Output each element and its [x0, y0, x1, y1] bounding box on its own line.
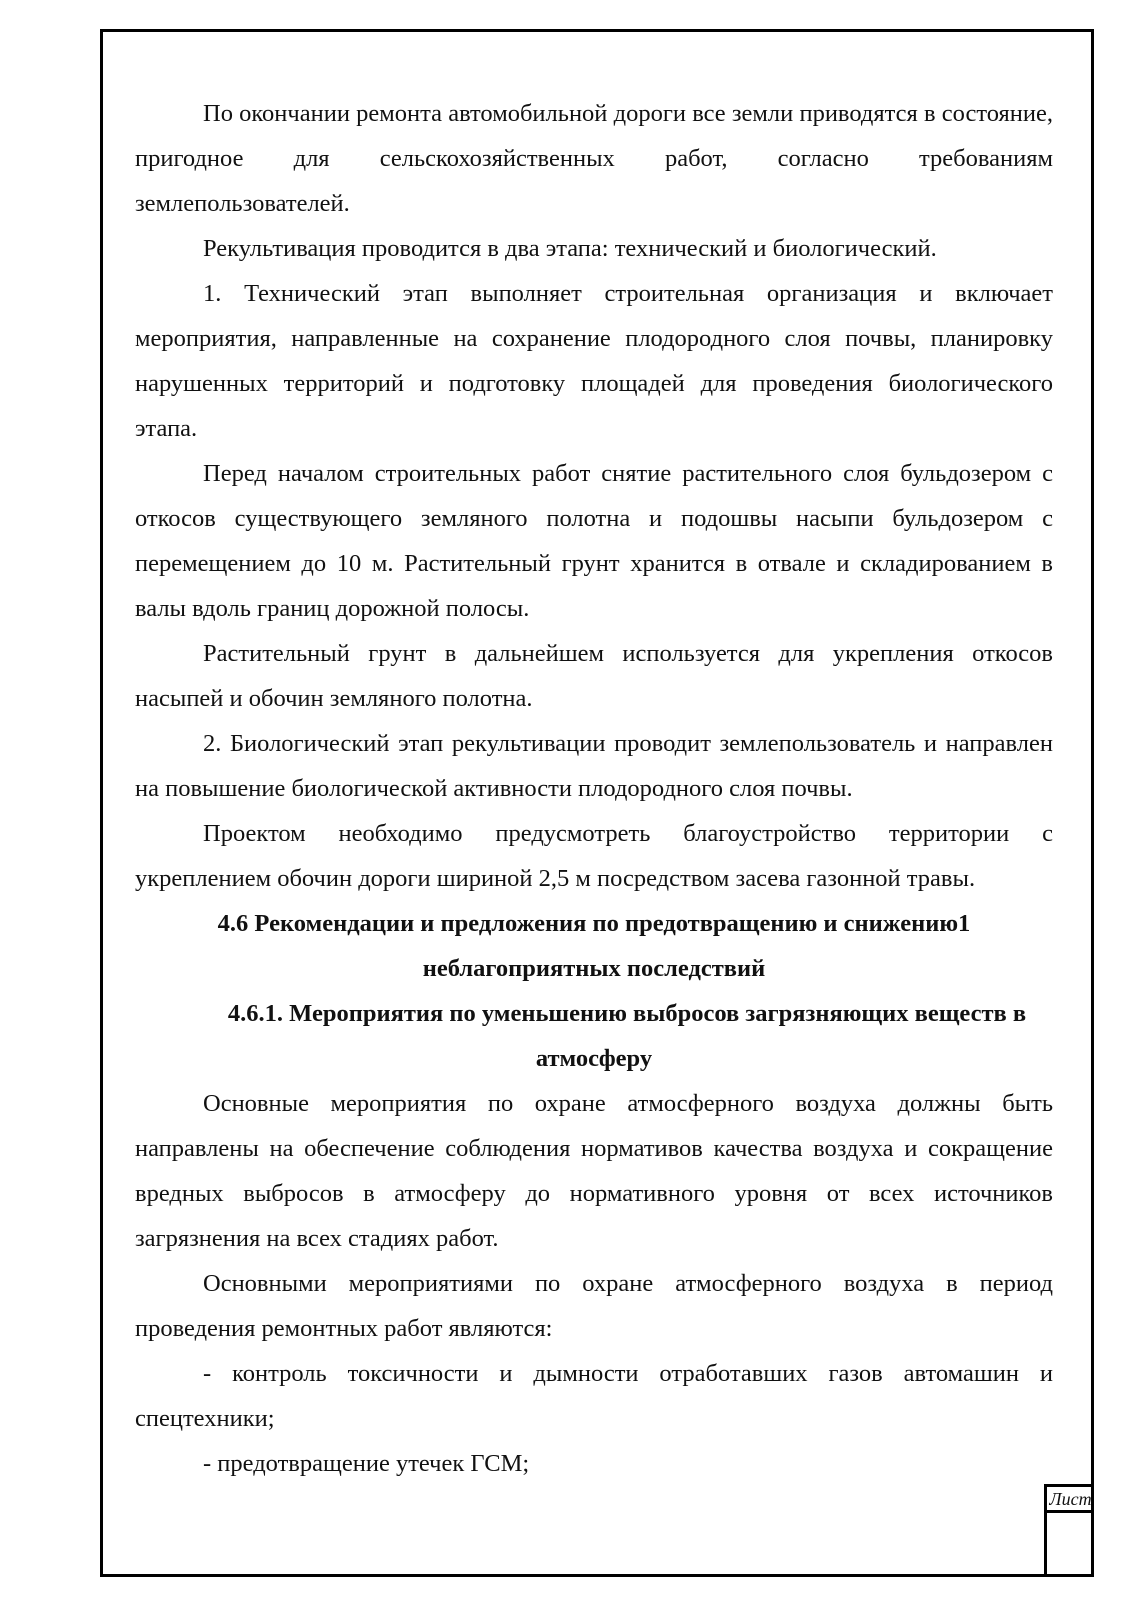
list-item-fuel-leak-prevention: - предотвращение утечек ГСМ; [203, 1450, 530, 1477]
paragraph-biological-stage: 2. Биологический этап рекультивации проводит землепользователь и направлен на повышение биологической активности плодородного слоя почвы. [135, 730, 1053, 802]
paragraph-air-protection: Основные мероприятия по охране атмосферного воздуха должны быть направлены на обеспечение соблюдения нормативов качества воздуха и сокращение вредных выбросов в атмосферу до нормативного уровня от всех источников загрязнения на всех стадиях работ. [135, 1090, 1053, 1252]
paragraph-topsoil-usage: Растительный грунт в дальнейшем используется для укрепления откосов насыпей и обочин земляного полотна. [135, 640, 1053, 712]
document-body [135, 91, 1053, 1486]
paragraph-main-measures: Основными мероприятиями по охране атмосферного воздуха в период проведения ремонтных работ являются: [135, 1270, 1053, 1342]
paragraph-land-restoration: По окончании ремонта автомобильной дороги все земли приводятся в состояние, пригодное для сельскохозяйственных работ, согласно требованиям землепользователей. [135, 100, 1053, 217]
paragraph-recultivation-stages: Рекультивация проводится в два этапа: технический и биологический. [203, 235, 937, 262]
sheet-number [1047, 1513, 1094, 1577]
sheet-label: Лист [1047, 1487, 1094, 1513]
sheet-number-box [1044, 1484, 1094, 1577]
section-heading-4-6: 4.6 Рекомендации и предложения по предотвращению и снижению1 неблагоприятных последствий [217, 910, 971, 982]
paragraph-landscaping: Проектом необходимо предусмотреть благоустройство территории с укреплением обочин дороги шириной 2,5 м посредством засева газонной травы. [135, 820, 1053, 892]
list-item-toxicity-control: - контроль токсичности и дымности отработавших газов автомашин и спецтехники; [135, 1360, 1053, 1432]
paragraph-topsoil-removal: Перед началом строительных работ снятие растительного слоя бульдозером с откосов существующего земляного полотна и подошвы насыпи бульдозером с перемещением до 10 м. Растительный грунт хранится в отвале и складированием в валы вдоль границ дорожной полосы. [135, 460, 1053, 622]
section-heading-4-6-1: 4.6.1. Мероприятия по уменьшению выбросов загрязняющих веществ в атмосферу [227, 1000, 1027, 1072]
paragraph-technical-stage: 1. Технический этап выполняет строительная организация и включает мероприятия, направленные на сохранение плодородного слоя почвы, планировку нарушенных территорий и подготовку площадей для проведения биологического этапа. [135, 280, 1053, 442]
